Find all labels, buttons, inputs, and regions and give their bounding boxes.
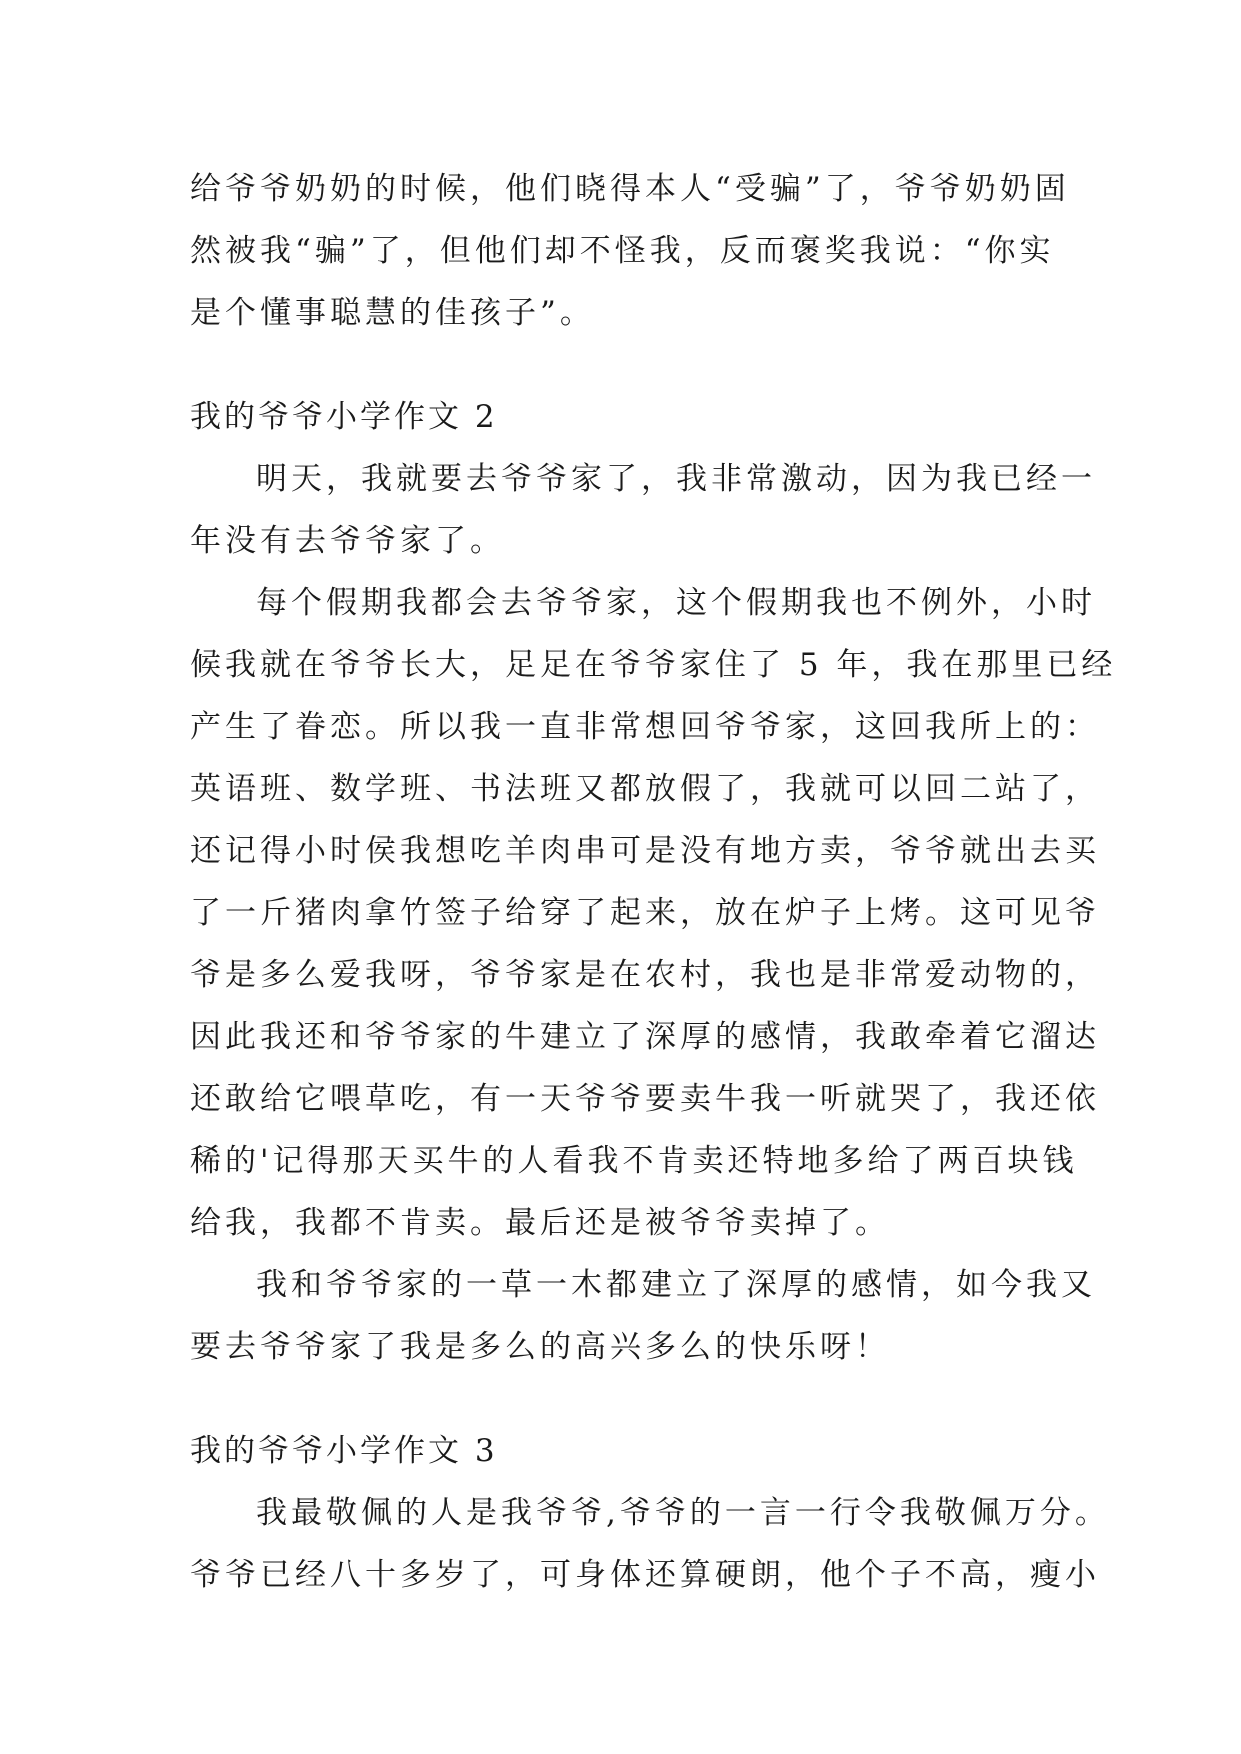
text-line: 给我，我都不肯卖。最后还是被爷爷卖掉了。	[190, 1205, 890, 1241]
essay2-title: 我的爷爷小学作文 2	[190, 399, 498, 435]
text-line: 英语班、数学班、书法班又都放假了，我就可以回二站了，	[190, 771, 1100, 807]
essay2-paragraph-3	[190, 1254, 1096, 1378]
text-line: 候我就在爷爷长大，足足在爷爷家住了 5 年，我在那里已经	[190, 647, 1117, 683]
text-line: 年没有去爷爷家了。	[190, 523, 505, 559]
text-line: 爷是多么爱我呀，爷爷家是在农村，我也是非常爱动物的，	[190, 957, 1100, 993]
essay1-tail	[190, 158, 1070, 344]
essay3	[190, 1420, 1110, 1606]
text-line: 还记得小时侯我想吃羊肉串可是没有地方卖，爷爷就出去买	[190, 833, 1100, 869]
text-line: 每个假期我都会去爷爷家，这个假期我也不例外，小时	[256, 585, 1096, 621]
text-line: 因此我还和爷爷家的牛建立了深厚的感情，我敢牵着它溜达	[190, 1019, 1100, 1055]
essay2	[190, 386, 1117, 1378]
text-line: 爷爷已经八十多岁了，可身体还算硬朗，他个子不高，瘦小	[190, 1557, 1100, 1593]
text-line: 还敢给它喂草吃，有一天爷爷要卖牛我一听就哭了，我还依	[190, 1081, 1100, 1117]
essay2-paragraph-1	[190, 448, 1096, 572]
document-body	[190, 158, 1117, 1606]
text-line: 稀的'记得那天买牛的人看我不肯卖还特地多给了两百块钱	[190, 1143, 1078, 1179]
text-line: 给爷爷奶奶的时候，他们晓得本人“受骗”了，爷爷奶奶固	[190, 171, 1070, 207]
essay3-title: 我的爷爷小学作文 3	[190, 1433, 498, 1469]
text-line: 了一斤猪肉拿竹签子给穿了起来，放在炉子上烤。这可见爷	[190, 895, 1100, 931]
text-line: 我和爷爷家的一草一木都建立了深厚的感情，如今我又	[256, 1267, 1096, 1303]
text-line: 产生了眷恋。所以我一直非常想回爷爷家，这回我所上的：	[190, 709, 1100, 745]
text-line: 要去爷爷家了我是多么的高兴多么的快乐呀！	[190, 1329, 890, 1365]
text-line: 我最敬佩的人是我爷爷,爷爷的一言一行令我敬佩万分。	[256, 1495, 1110, 1531]
essay3-paragraph-1	[190, 1482, 1110, 1606]
text-line: 明天，我就要去爷爷家了，我非常激动，因为我已经一	[256, 461, 1096, 497]
text-line: 是个懂事聪慧的佳孩子”。	[190, 295, 595, 331]
section-gap	[190, 1378, 1070, 1420]
text-line: 然被我“骗”了，但他们却不怪我，反而褒奖我说：“你实	[190, 233, 1055, 269]
section-gap	[190, 344, 1070, 386]
essay2-paragraph-2	[190, 572, 1117, 1254]
